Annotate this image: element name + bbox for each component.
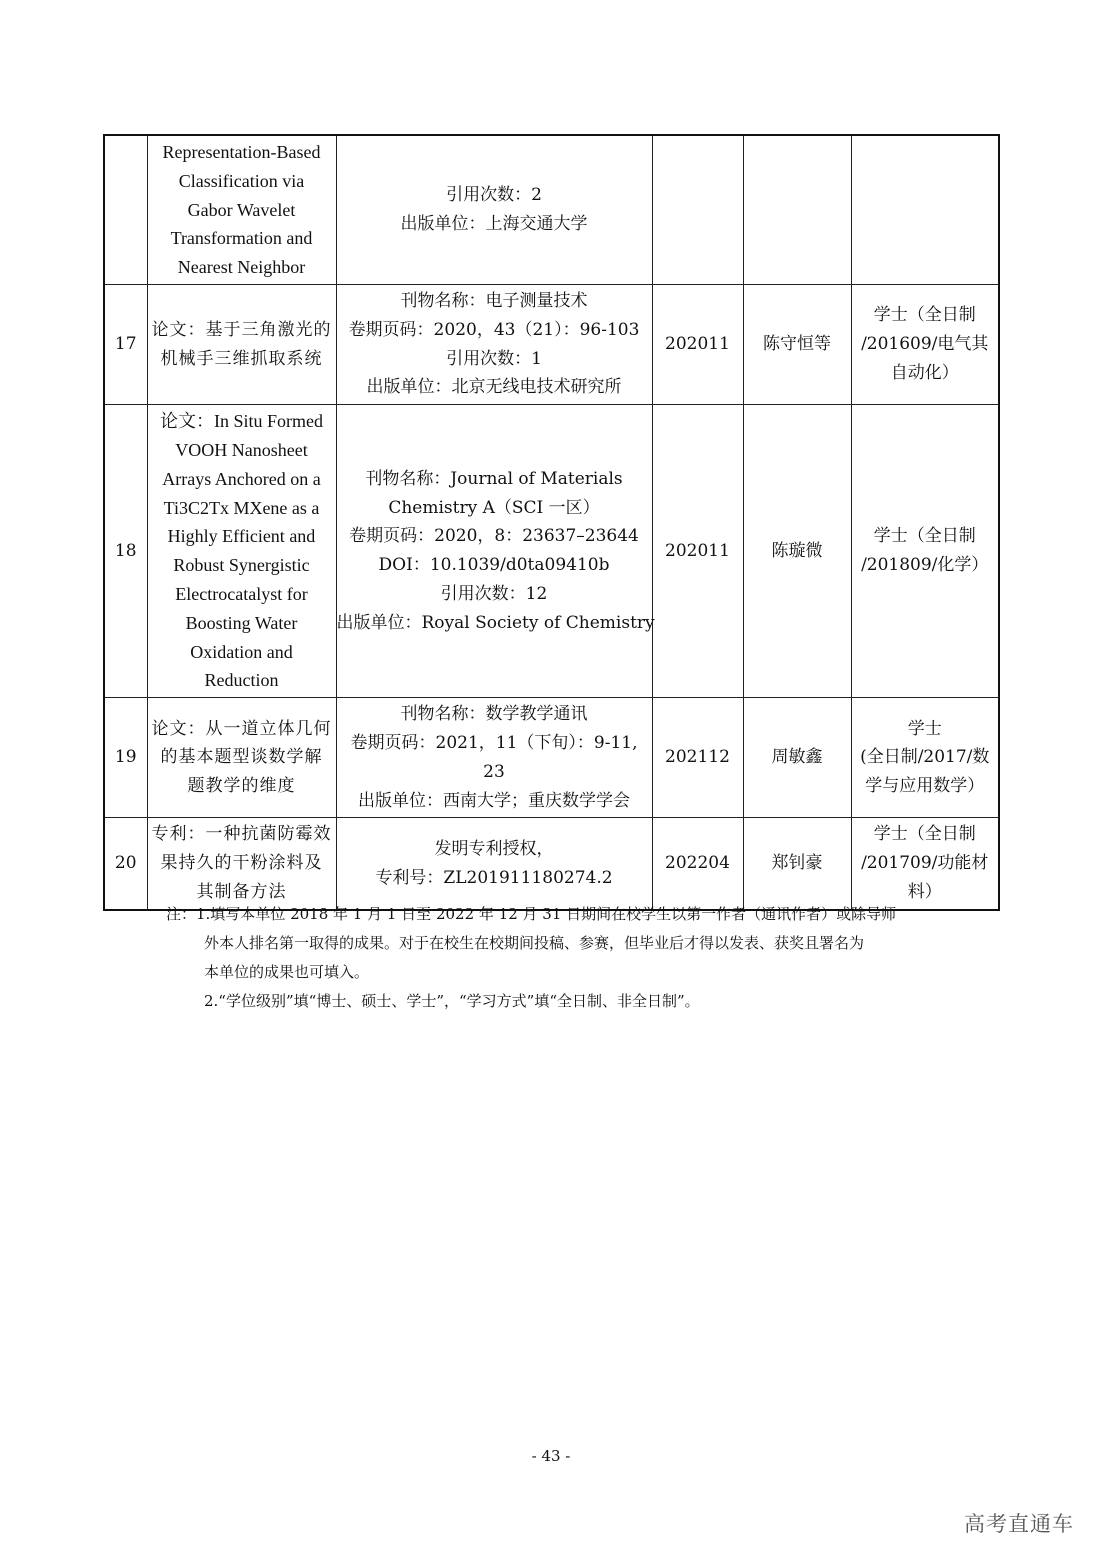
publication-cell [336, 698, 652, 818]
note-line-1: 注：1.填写本单位 2018 年 1 月 1 日至 2022 年 12 月 31 日期间在校学生以第一作者（通讯作者）或除导师 [166, 905, 897, 923]
title-cell-line: 题教学的维度 [187, 776, 296, 797]
table-row [104, 405, 999, 698]
title-cell [147, 284, 336, 404]
degree-cell-line: /201809/化学） [861, 555, 989, 576]
publication-cell [336, 818, 652, 910]
table-row [104, 135, 999, 284]
title-cell-line: Highly Efficient and [167, 526, 316, 547]
publication-cell-line: 出版单位：西南大学；重庆数学学会 [358, 790, 630, 811]
page-number: - 43 - [531, 1447, 571, 1465]
notes [166, 900, 956, 1016]
publication-cell-line: 引用次数：2 [446, 185, 542, 206]
title-cell-line: 论文：基于三角激光的 [151, 319, 332, 340]
publication-cell-line: 卷期页码：2020，8：23637–23644 [349, 526, 639, 547]
degree-cell-line: /201609/电气其 [861, 334, 989, 355]
publication-cell-line: 出版单位：北京无线电技术研究所 [366, 377, 622, 398]
degree-cell-line: 学士 [907, 718, 942, 739]
title-cell-line: Robust Synergistic [173, 555, 310, 576]
title-cell-line: Gabor Wavelet [187, 199, 296, 220]
title-cell [147, 818, 336, 910]
achievements-table [103, 134, 1000, 911]
title-cell-line: 果持久的干粉涂料及 [160, 853, 323, 874]
note-line-2: 外本人排名第一取得的成果。对于在校生在校期间投稿、参赛，但毕业后才得以发表、获奖且署名为 [204, 934, 865, 952]
title-cell-line: Arrays Anchored on a [162, 468, 321, 489]
watermark: 高考直通车 [964, 1512, 1074, 1536]
publication-cell-line: 引用次数：12 [440, 583, 548, 604]
degree-cell-line: /201709/功能材 [861, 853, 989, 874]
degree-cell-line: 料） [907, 881, 942, 902]
title-cell-line: 的基本题型谈数学解 [160, 747, 323, 768]
title-cell-line: 其制备方法 [196, 881, 287, 902]
date-cell: 202112 [652, 698, 743, 818]
title-cell-line: Transformation and [170, 228, 313, 249]
title-cell-line: Electrocatalyst for [175, 583, 308, 604]
publication-cell-line: 刊物名称：数学教学通讯 [400, 704, 588, 725]
title-cell-line: VOOH Nanosheet [175, 439, 308, 460]
publication-cell-line: 出版单位：上海交通大学 [400, 213, 588, 234]
title-cell-line: Boosting Water [185, 612, 298, 633]
row-number-cell: 18 [104, 405, 147, 698]
degree-cell-line: 学士（全日制 [873, 305, 976, 326]
publication-cell [336, 135, 652, 284]
achievements-table-container [103, 134, 998, 911]
table-body [104, 135, 999, 910]
author-cell: 陈守恒等 [743, 284, 851, 404]
degree-cell [851, 284, 999, 404]
publication-cell-line: DOI：10.1039/d0ta09410b [378, 555, 610, 576]
publication-cell-line: Chemistry A（SCI 一区） [388, 497, 600, 518]
row-number-cell: 17 [104, 284, 147, 404]
title-cell-line: 论文：从一道立体几何 [151, 718, 332, 739]
title-cell-line: Ti3C2Tx MXene as a [163, 497, 320, 518]
title-cell-line: Nearest Neighbor [177, 257, 306, 278]
degree-cell-line: 学士（全日制 [873, 824, 976, 845]
title-cell-line: 专利：一种抗菌防霉效 [151, 824, 332, 845]
publication-cell-line: 发明专利授权， [434, 838, 554, 859]
publication-cell-line: 卷期页码：2020，43（21）：96-103 [348, 319, 640, 340]
degree-cell-line: 自动化） [890, 362, 959, 383]
author-cell: 周敏鑫 [743, 698, 851, 818]
publication-cell [336, 405, 655, 698]
degree-cell-line: (全日制/2017/数 [860, 747, 990, 768]
title-cell [147, 405, 336, 698]
note-line-3: 本单位的成果也可填入。 [204, 963, 370, 981]
note-line-4: 2.“学位级别”填“博士、硕士、学士”，“学习方式”填“全日制、非全日制”。 [204, 992, 700, 1010]
title-cell [147, 698, 336, 818]
title-cell-line: 论文：In Situ Formed [159, 411, 323, 432]
title-cell-line: Representation-Based [162, 142, 321, 162]
date-cell: 202204 [652, 818, 743, 910]
title-cell-line: Oxidation and [190, 641, 293, 662]
publication-cell-line: 23 [483, 761, 505, 782]
degree-cell-line: 学与应用数学） [865, 776, 985, 797]
publication-cell-line: 卷期页码：2021，11（下旬）：9-11, [350, 732, 638, 753]
publication-cell-line: 刊物名称：电子测量技术 [400, 290, 588, 311]
table-row [104, 698, 999, 818]
row-number-cell [104, 135, 147, 284]
date-cell: 202011 [652, 284, 743, 404]
table-row [104, 818, 999, 910]
degree-cell [851, 818, 999, 910]
title-cell-line: Classification via [178, 170, 305, 191]
row-number-cell: 19 [104, 698, 147, 818]
publication-cell-line: 刊物名称：Journal of Materials [365, 468, 623, 489]
title-cell-line: 机械手三维抓取系统 [160, 348, 323, 369]
publication-cell-line: 专利号：ZL201911180274.2 [375, 867, 613, 888]
title-cell-line: Reduction [204, 670, 279, 691]
publication-cell [336, 284, 652, 404]
table-row [104, 284, 999, 404]
title-cell [147, 135, 336, 284]
author-cell: 陈璇微 [743, 405, 851, 698]
degree-cell [851, 698, 999, 818]
date-cell: 202011 [652, 405, 743, 698]
row-number-cell: 20 [104, 818, 147, 910]
degree-cell [851, 135, 999, 284]
degree-cell-line: 学士（全日制 [873, 526, 976, 547]
author-cell [743, 135, 851, 284]
publication-cell-line: 引用次数：1 [446, 348, 542, 369]
degree-cell [851, 405, 999, 698]
author-cell: 郑钊豪 [743, 818, 851, 910]
publication-cell-line: 出版单位：Royal Society of Chemistry [336, 612, 655, 633]
date-cell [652, 135, 743, 284]
